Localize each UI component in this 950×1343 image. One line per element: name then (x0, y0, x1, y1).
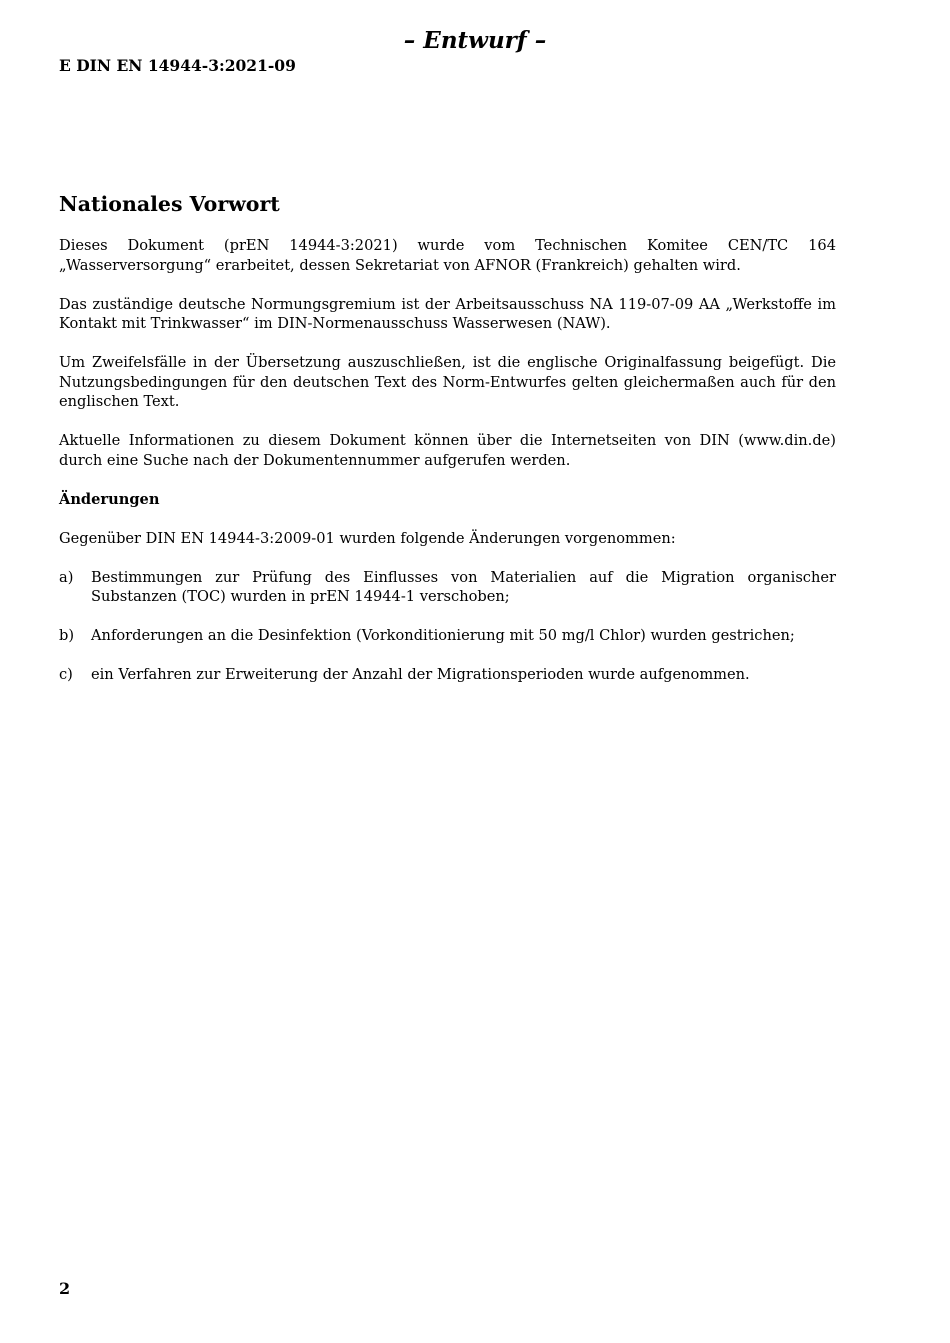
changes-list-item-b (59, 626, 836, 646)
draft-watermark: – Entwurf – (403, 27, 547, 54)
list-item-text: Anforderungen an die Desinfektion (Vorkonditionierung mit 50 mg/l Chlor) wurden gestrichen; (91, 627, 795, 644)
list-marker: c) (59, 666, 73, 683)
changes-list-item-a (59, 568, 836, 607)
list-item-text: Bestimmungen zur Prüfung des Einflusses von Materialien auf die Migration organischer Substanzen (TOC) wurden in prEN 14944-1 verschoben; (91, 568, 836, 605)
list-item-text: ein Verfahren zur Erweiterung der Anzahl der Migrationsperioden wurde aufgenommen. (91, 666, 750, 683)
paragraph-information: Aktuelle Informationen zu diesem Dokument können über die Internetseiten von DIN (www.din.de) durch eine Suche nach der Dokumentennummer aufgerufen werden. (59, 432, 836, 469)
changes-intro: Gegenüber DIN EN 14944-3:2009-01 wurden folgende Änderungen vorgenommen: (59, 529, 676, 547)
page-number: 2 (59, 1279, 71, 1298)
changes-list-item-c (59, 665, 836, 685)
section-title: Nationales Vorwort (59, 192, 280, 216)
list-marker: a) (59, 568, 74, 586)
changes-heading: Änderungen (59, 490, 160, 508)
document-id: E DIN EN 14944-3:2021-09 (59, 56, 296, 75)
main-content (59, 190, 836, 704)
list-marker: b) (59, 627, 75, 644)
paragraph-translation: Um Zweifelsfälle in der Übersetzung auszuschließen, ist die englische Originalfassung beigefügt. Die Nutzungsbedingungen für den deutschen Text des Norm-Entwurfes gelten gleichermaßen auch für den englischen Text. (59, 354, 836, 410)
paragraph-committee: Dieses Dokument (prEN 14944-3:2021) wurde vom Technischen Komitee CEN/TC 164 „Wasserversorgung“ erarbeitet, dessen Sekretariat von AFNOR (Frankreich) gehalten wird. (59, 237, 836, 274)
paragraph-national-body: Das zuständige deutsche Normungsgremium ist der Arbeitsausschuss NA 119-07-09 AA „Werkstoffe im Kontakt mit Trinkwasser“ im DIN-Normenausschuss Wasserwesen (NAW). (59, 295, 836, 332)
